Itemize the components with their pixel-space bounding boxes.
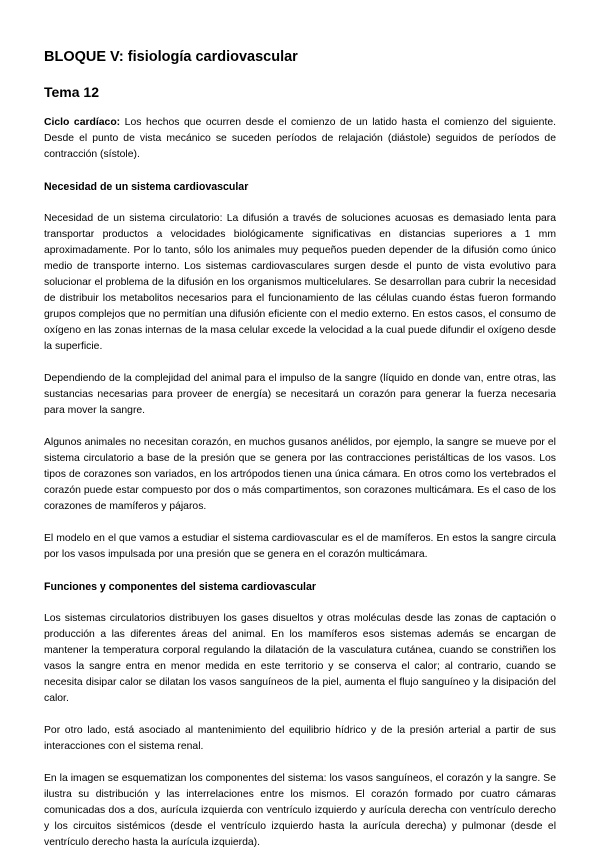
section-heading-funciones: Funciones y componentes del sistema cardiovascular bbox=[44, 581, 317, 593]
paragraph: Por otro lado, está asociado al mantenimiento del equilibrio hídrico y de la presión arterial a partir de sus interacciones con el sistema renal. bbox=[44, 725, 556, 752]
paragraph: Los sistemas circulatorios distribuyen los gases disueltos y otras moléculas desde las zonas de captación o producción a las diferentes áreas del animal. En los mamíferos esos sistemas además se encargan de mantener la temperatura corporal regulando la dilatación de la vasculatura cutánea, cuando se constriñen los vasos la sangre entra en menor medida en este territorio y se conserva el calor; al contrario, cuando se necesita disipar calor se dilatan los vasos sanguíneos de la piel, aumenta el flujo sanguíneo y la disipación del calor. bbox=[44, 613, 556, 704]
paragraph: Necesidad de un sistema circulatorio: La difusión a través de soluciones acuosas es demasiado lenta para transportar productos a velocidades biológicamente significativas en distancias superiores a 1 mm aproximadamente. Por lo tanto, sólo los animales muy pequeños pueden depender de la difusión como único medio de transporte interno. Los sistemas cardiovasculares surgen desde el punto de vista evolutivo para solucionar el problema de la difusión en los organismos multicelulares. Se desarrollan para cubrir la necesidad de distribuir los metabolitos necesarios para el funcionamiento de las células cuando éstas fueron formando grupos complejos que no permitían una difusión eficiente con el medio externo. En estos casos, el consumo de oxígeno en las zonas internas de la masa celular excede la velocidad a la cual puede difundir el oxígeno desde la superficie. bbox=[44, 213, 556, 352]
intro-paragraph bbox=[44, 115, 556, 163]
topic-heading: Tema 12 bbox=[44, 84, 99, 100]
intro-term: Ciclo cardíaco: bbox=[44, 117, 121, 128]
section-heading-necesidad: Necesidad de un sistema cardiovascular bbox=[44, 181, 249, 193]
document-body bbox=[44, 115, 556, 867]
paragraph: Dependiendo de la complejidad del animal para el impulso de la sangre (líquido en donde van, entre otras, las sustancias necesarias para proveer de energía) se necesitará un corazón para generar la fuerza necesaria para mover la sangre. bbox=[44, 373, 556, 416]
intro-text: Los hechos que ocurren desde el comienzo de un latido hasta el comienzo del siguiente. Desde el punto de vista mecánico se suceden períodos de relajación (diástole) seguidos de períodos de contracción (sístole). bbox=[44, 117, 556, 160]
paragraph: El modelo en el que vamos a estudiar el sistema cardiovascular es el de mamíferos. En estos la sangre circula por los vasos impulsada por una presión que se genera en el corazón multicámara. bbox=[44, 533, 556, 560]
paragraph: En la imagen se esquematizan los componentes del sistema: los vasos sanguíneos, el corazón y la sangre. Se ilustra su distribución y las interrelaciones entre los mismos. El corazón formado por cuatro cámaras comunicadas dos a dos, aurícula izquierda con ventrículo izquierdo y aurícula derecha con ventrículo derecho y los circuitos sistémicos (desde el ventrículo izquierdo hasta la aurícula derecha) y pulmonar (desde el ventrículo derecho hasta la aurícula izquierda). bbox=[44, 773, 556, 848]
page-title: BLOQUE V: fisiología cardiovascular bbox=[44, 49, 298, 65]
paragraph: Algunos animales no necesitan corazón, en muchos gusanos anélidos, por ejemplo, la sangre se mueve por el sistema circulatorio a base de la presión que se genera por las contracciones peristálticas de los vasos. Los tipos de corazones son variados, en los artrópodos tienen una única cámara. En otros como los vertebrados el corazón puede estar compuesto por dos o más compartimentos, son corazones multicámara. Es el caso de los corazones de mamíferos y pájaros. bbox=[44, 437, 556, 512]
